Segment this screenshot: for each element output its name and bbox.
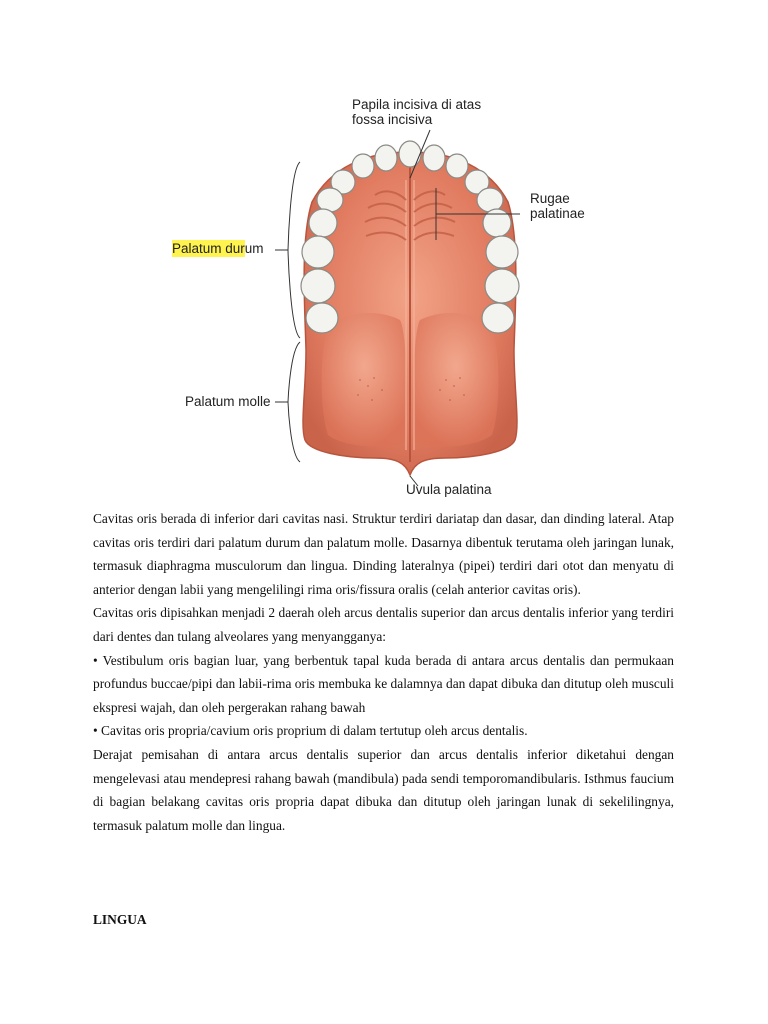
paragraph-1: Cavitas oris berada di inferior dari cavitas nasi. Struktur terdiri dariatap dan dasar, dan dinding lateral. Atap cavitas oris terdiri dari palatum durum dan palatum molle. Dasarnya dibentuk terutama oleh jaringan lunak, termasuk diaphragma musculorum dan lingua. Dinding lateralnya (pipei) terdiri dari otot dan menyatu di anterior dengan labii yang mengelilingi rima oris/fissura oralis (celah anterior cavitas oris). <box>93 511 674 597</box>
section-heading-lingua: LINGUA <box>93 912 147 927</box>
body-text <box>93 507 674 837</box>
label-palatum-durum: Palatum durum <box>172 241 264 256</box>
paragraph-4-bullet: • Cavitas oris propria/cavium oris proprium di dalam tertutup oleh arcus dentalis. <box>93 723 528 739</box>
paragraph-5: Derajat pemisahan di antara arcus dentalis superior dan arcus dentalis inferior diketahui dengan mengelevasi atau mendepresi rahang bawah (mandibula) pada sendi temporomandibularis. Isthmus faucium di bagian belakang cavitas oris propria dapat dibuka dan ditutup oleh jaringan lunak di sekelilingnya, termasuk palatum molle dan lingua. <box>93 746 674 833</box>
label-palatum-molle: Palatum molle <box>185 394 271 409</box>
durum-bracket <box>275 162 300 338</box>
paragraph-2: Cavitas oris dipisahkan menjadi 2 daerah oleh arcus dentalis superior dan arcus dentalis inferior yang terdiri dari dentes dan tulang alveolares yang menyangganya: <box>93 605 674 644</box>
label-rugae-palatinae: Rugae palatinae <box>530 191 585 221</box>
paragraph-3-bullet: • Vestibulum oris bagian luar, yang berbentuk tapal kuda berada di antara arcus dentalis dan permukaan profundus buccae/pipi dan labii-rima oris membuka ke dalamnya dan dapat dibuka dan ditutup oleh musculi ekspresi wajah, dan oleh pergerakan rahang bawah <box>93 652 674 715</box>
label-uvula-palatina: Uvula palatina <box>406 482 492 497</box>
soft-palate <box>322 313 407 447</box>
palate-illustration <box>160 90 600 502</box>
palate-anatomy-figure <box>160 90 600 502</box>
molle-bracket <box>275 342 300 462</box>
highlighted-text: Palatum dur <box>172 241 245 256</box>
label-papila-incisiva: Papila incisiva di atas fossa incisiva <box>352 97 482 127</box>
